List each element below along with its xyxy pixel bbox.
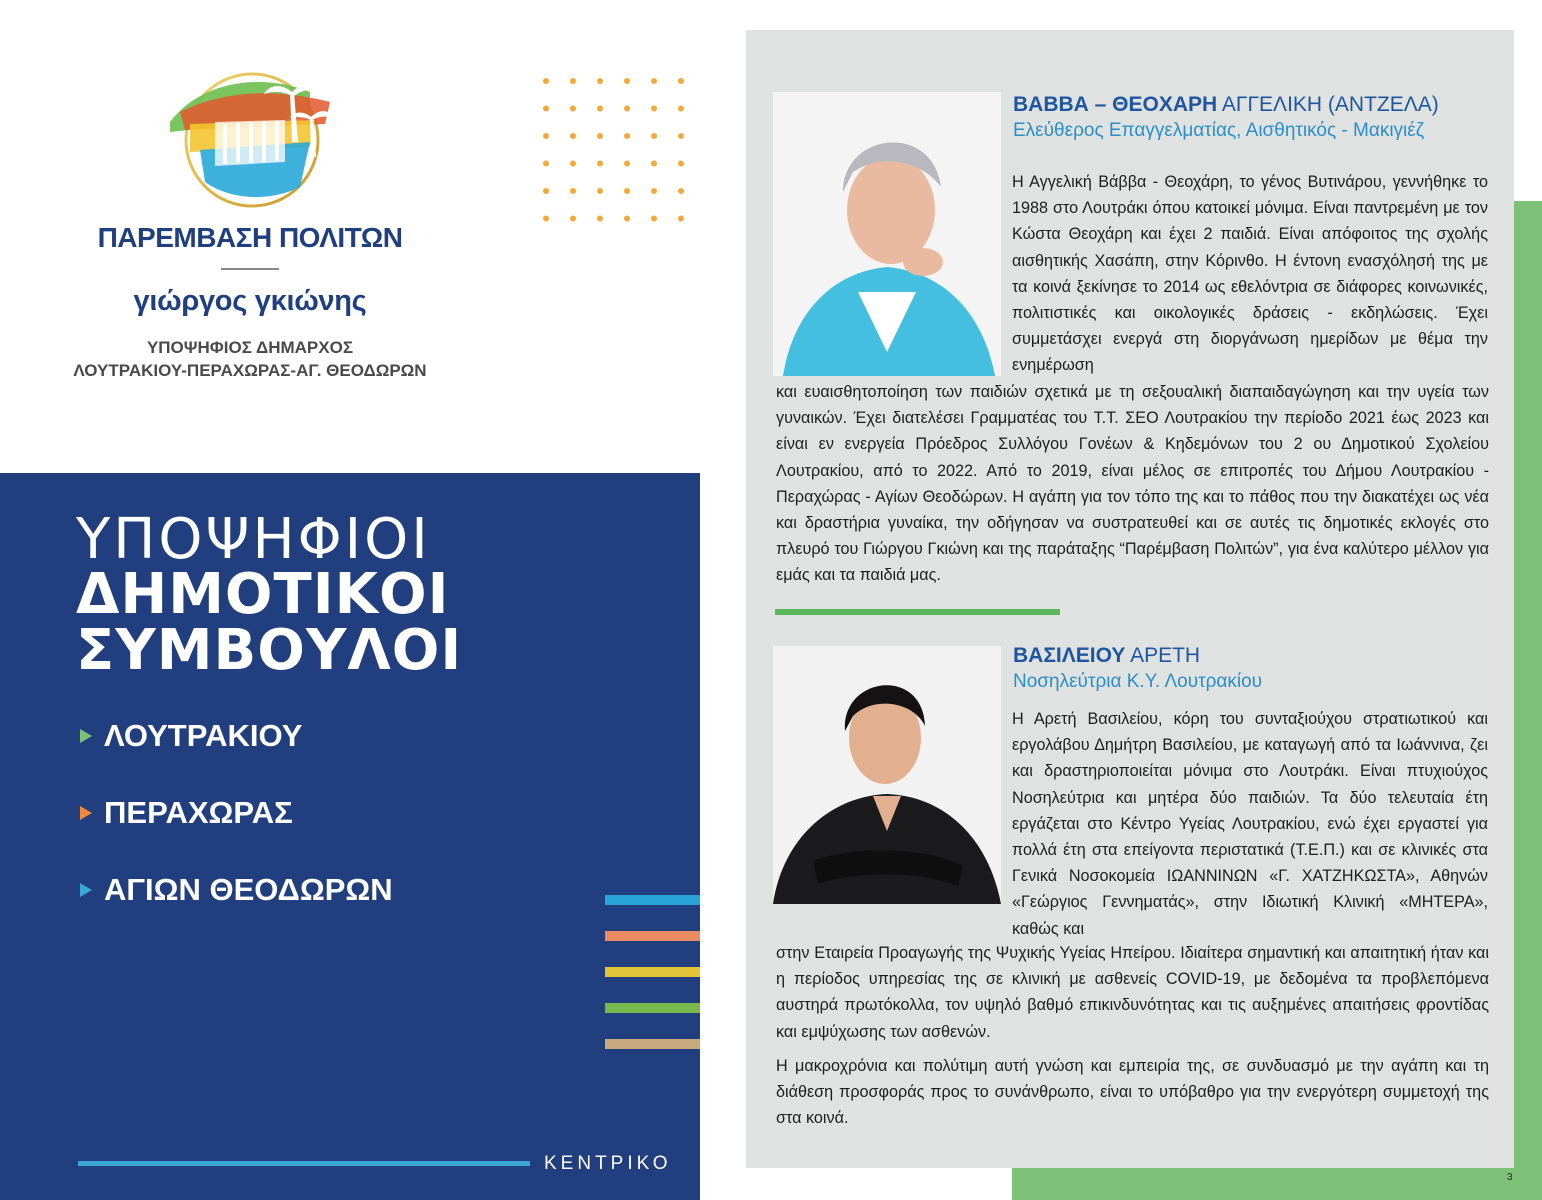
leader-name: γιώργος γκιώνης [133,285,367,317]
section-label: ΚΕΝΤΡΙΚΟ [544,1153,672,1174]
region-item-loutrakiou [80,718,302,754]
decorative-dot [543,188,549,194]
decorative-dot [597,188,603,194]
decorative-dot [624,188,630,194]
decorative-dot [570,78,576,84]
candidate-1-bio-side: Η Αγγελική Βάββα - Θεοχάρη, το γένος Βυτινάρου, γεννήθηκε το 1988 στο Λουτράκι όπου κατοικεί μόνιμα. Είναι παντρεμένη με τον Κώστα Θεοχάρη και έχει 2 παιδιά. Είναι απόφοιτος της σχολής αισθητικής Χασάπη, στην Κόρινθο. Η έντονη ενασχόλησή της με τα κοινά ξεκίνησε το 2014 ως εθελόντρια σε διάφορες κοινωνικές, πολιτιστικές και οικολογικές δράσεις - εκδηλώσεις. Έχει συμμετάσχει ενεργά στη διοργάνωση ημερίδων με θέμα την ενημέρωση [1012,173,1488,375]
leader-role-line2: ΛΟΥΤΡΑΚΙΟΥ-ΠΕΡΑΧΩΡΑΣ-ΑΓ. ΘΕΟΔΩΡΩΝ [73,361,427,380]
region-label: ΛΟΥΤΡΑΚΙΟΥ [104,718,303,753]
candidate-given-name: ΑΓΓΕΛΙΚΗ (ΑΝΤΖΕΛΑ) [1221,93,1439,116]
decorative-dot [678,78,684,84]
decorative-dot [624,106,630,112]
decorative-dot [597,216,603,222]
candidate-separator [775,609,1060,615]
candidate-1-bio-full: και ευαισθητοποίηση των παιδιών σχετικά με τη σεξουαλική διαπαιδαγώγηση και την υγεία των γυναικών. Έχει διατελέσει Γραμματέας του Τ.Τ. ΣΕΟ Λουτρακίου την περίοδο 2021 έως 2023 και είναι εν ενεργεία Πρόεδρος Συλλόγου Γονέων & Κηδεμόνων του 2 ου Δημοτικού Σχολείου Λουτρακίου, από το 2022. Από το 2019, είναι μέλος σε επιτροπές του Δήμου Λουτρακίου - Περαχώρας - Αγίων Θεοδώρων. Η αγάπη για τον τόπο της και το πάθος που την διακατέχει ως νέα και δραστήρια γυναίκα, την οδήγησαν να συστρατευθεί και σε αυτές τις δημοτικές εκλογές στο πλευρό του Γιώργου Γκιώνη και της παράταξης “Παρέμβαση Πολιτών”, για ένα καλύτερο μέλλον για εμάς και τα παιδιά μας. [776,383,1489,585]
region-item-agion-theodoron [80,872,393,908]
title-line-2: ΔΗΜΟΤΙΚΟΙ [76,562,450,627]
candidate-surname: ΒΑΣΙΛΕΙΟΥ [1013,644,1126,667]
candidate-profession: Νοσηλεύτρια Κ.Υ. Λουτρακίου [1013,671,1263,692]
candidate-2-bio-full: στην Εταιρεία Προαγωγής της Ψυχικής Υγείας Ηπείρου. Ιδιαίτερα σημαντική και απαιτητική ήταν και η περίοδος υπηρεσίας της σε κλινική με ασθενείς COVID-19, με δεδομένα τα προβλεπόμενα αυστηρά πρωτόκολλα, τον υψηλό βαθμό επικινδυνότητας και τις αυξημένες απαιτήσεις φροντίδας και εμψύχωσης των ασθενών. [776,944,1489,1041]
decorative-dot [597,161,603,167]
title-line-3: ΣΥΜΒΟΥΛΟΙ [76,618,463,683]
page-number: 3 [1507,1172,1513,1183]
decorative-dot [570,106,576,112]
candidate-1-header [1013,92,1493,143]
candidate-photo-2 [773,646,1001,904]
color-stripe [605,967,700,977]
candidate-2-bio-side: Η Αρετή Βασιλείου, κόρη του συνταξιούχου στρατιωτικού και εργολάβου Δημήτρη Βασιλείου, με καταγωγή από τα Ιωάννινα, ζει και δραστηριοποιείται μόνιμα στο Λουτράκι. Είναι πτυχιούχος Νοσηλεύτρια και μητέρα δύο παιδιών. Τα δύο τελευταία έτη εργάζεται στο Κέντρο Υγείας Λουτρακίου, ενώ έχει εργαστεί για πολλά έτη στα επείγοντα περιστατικά (Τ.Ε.Π.) και σε κλινικές στα Γενικά Νοσοκομεία ΙΩΑΝΝΙΝΩΝ «Γ. ΧΑΤΖΗΚΩΣΤΑ», Αθηνών «Γεώργιος Γεννηματάς», στην Ιδιωτική Κλινική «ΜΗΤΕΡΑ», καθώς και [1012,710,1488,938]
region-label: ΑΓΙΩΝ ΘΕΟΔΩΡΩΝ [104,872,393,907]
candidate-photo-1 [773,92,1001,376]
woman-portrait-icon [773,646,1001,904]
decorative-dot [678,161,684,167]
decorative-dot [570,188,576,194]
logo-divider [221,268,279,270]
organization-name: ΠΑΡΕΜΒΑΣΗ ΠΟΛΙΤΩΝ [97,222,403,253]
decorative-dot [678,106,684,112]
woman-portrait-icon [773,92,1001,376]
dot-grid-decoration [538,73,688,223]
decorative-dot [678,188,684,194]
decorative-dot [543,106,549,112]
region-item-perachoras [80,795,293,831]
candidate-name [1013,643,1493,669]
decorative-dot [624,133,630,139]
decorative-dot [570,133,576,139]
decorative-dot [651,161,657,167]
color-stripe [605,1039,700,1049]
region-label: ΠΕΡΑΧΩΡΑΣ [104,795,293,830]
decorative-dot [570,216,576,222]
decorative-dot [624,161,630,167]
color-stripe [605,931,700,941]
decorative-dot [624,78,630,84]
decorative-dot [543,216,549,222]
decorative-dot [543,161,549,167]
candidate-2-bio-extra: Η μακροχρόνια και πολύτιμη αυτή γνώση και εμπειρία της, σε συνδυασμό με την αγάπη και τη διάθεση προσφοράς προς το συνάνθρωπο, είναι το υπόβαθρο για την ενεργότερη συμμετοχή της στα κοινά. [776,1056,1489,1128]
candidate-2-header [1013,643,1493,694]
decorative-dot [597,78,603,84]
triangle-bullet-icon [80,883,92,897]
leader-role [0,336,500,382]
decorative-dot [597,106,603,112]
candidate-surname: ΒΑΒΒΑ – ΘΕΟΧΑΡΗ [1013,93,1218,116]
decorative-dot [570,161,576,167]
section-underline [78,1161,530,1166]
decorative-dot [651,133,657,139]
decorative-dot [597,133,603,139]
decorative-dot [651,216,657,222]
color-stripe [605,895,700,905]
party-logo-emblem [160,62,340,212]
decorative-dot [543,78,549,84]
color-stripe [605,1003,700,1013]
title-line-1: ΥΠΟΨΗΦΙΟΙ [76,507,431,572]
decorative-dot [651,188,657,194]
decorative-dot [678,216,684,222]
decorative-dot [651,78,657,84]
triangle-bullet-icon [80,806,92,820]
leader-role-line1: ΥΠΟΨΗΦΙΟΣ ΔΗΜΑΡΧΟΣ [146,338,354,357]
candidate-profession: Ελεύθερος Επαγγελματίας, Αισθητικός - Μακιγιέζ [1013,120,1425,141]
candidate-2-bio-block [776,940,1489,1139]
triangle-bullet-icon [80,729,92,743]
decorative-dot [543,133,549,139]
decorative-dot [624,216,630,222]
candidate-name [1013,92,1493,118]
candidate-given-name: ΑΡΕΤΗ [1130,644,1201,667]
decorative-dot [678,133,684,139]
decorative-dot [651,106,657,112]
